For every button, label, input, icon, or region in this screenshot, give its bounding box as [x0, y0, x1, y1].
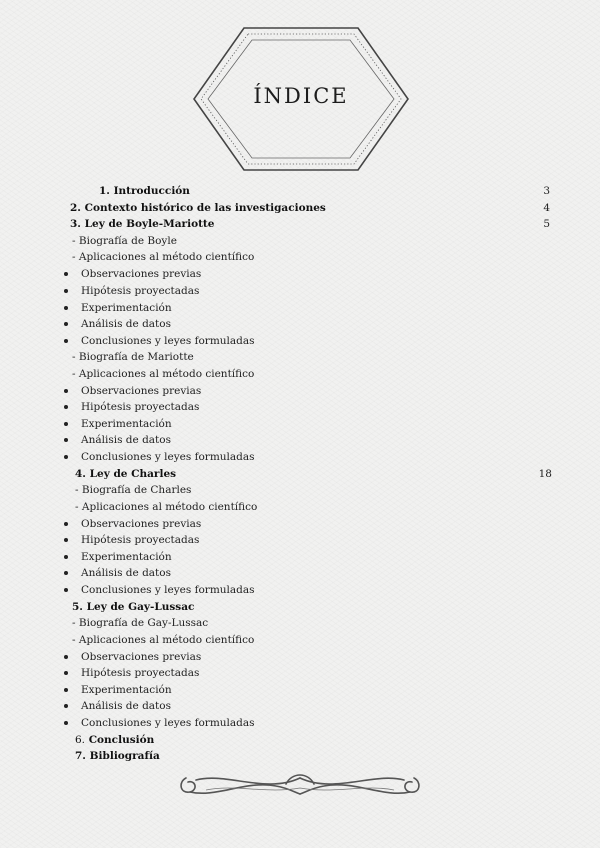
toc-entry-label: Ley de Gay-Lussac [86, 601, 195, 613]
toc-entry-number: 5. [72, 601, 83, 613]
toc-entry-label: Introducción [113, 185, 190, 197]
bullet-icon [64, 522, 68, 526]
bullet-icon [64, 389, 68, 393]
toc-entry-number: 7. [75, 750, 86, 762]
page-title: ÍNDICE [253, 84, 349, 108]
toc-list-item[interactable]: Conclusiones y leyes formuladas [81, 335, 255, 347]
toc-list-item[interactable]: Análisis de datos [81, 567, 171, 579]
bullet-icon [64, 322, 68, 326]
toc-subentry[interactable]: - Biografía de Mariotte [72, 351, 194, 363]
toc-list-item[interactable]: Experimentación [81, 418, 172, 430]
bullet-icon [64, 671, 68, 675]
bullet-icon [64, 455, 68, 459]
bullet-icon [64, 272, 68, 276]
flourish-divider-icon [176, 768, 424, 802]
toc-list-item[interactable]: Hipótesis proyectadas [81, 401, 200, 413]
toc-entry-bibliografia[interactable] [75, 748, 160, 764]
toc-list-item[interactable]: Conclusiones y leyes formuladas [81, 451, 255, 463]
toc-list-item[interactable]: Observaciones previas [81, 518, 202, 530]
toc-list-item[interactable]: Análisis de datos [81, 318, 171, 330]
bullet-icon [64, 555, 68, 559]
toc-entry-label: Contexto histórico de las investigaciones [84, 202, 326, 214]
toc-list-item[interactable]: Hipótesis proyectadas [81, 285, 200, 297]
toc-subentry[interactable]: - Biografía de Boyle [72, 235, 177, 247]
bullet-icon [64, 289, 68, 293]
bullet-icon [64, 405, 68, 409]
toc-list-item[interactable]: Conclusiones y leyes formuladas [81, 717, 255, 729]
toc-subentry[interactable]: - Aplicaciones al método científico [75, 501, 258, 513]
bullet-icon [64, 721, 68, 725]
toc-list-item[interactable]: Experimentación [81, 302, 172, 314]
toc-subentry[interactable]: - Aplicaciones al método científico [72, 368, 255, 380]
toc-entry-number: 1. [99, 185, 110, 197]
bullet-icon [64, 655, 68, 659]
bullet-icon [64, 571, 68, 575]
toc-entry-number: 6. [75, 734, 86, 746]
toc-entry-gay-lussac[interactable] [72, 599, 194, 615]
toc-subentry[interactable]: - Biografía de Charles [75, 484, 192, 496]
toc-list-item[interactable]: Conclusiones y leyes formuladas [81, 584, 255, 596]
toc-subentry[interactable]: - Biografía de Gay-Lussac [72, 617, 209, 629]
toc-page-number: 5 [543, 218, 550, 230]
toc-subentry[interactable]: - Aplicaciones al método científico [72, 251, 255, 263]
toc-list-item[interactable]: Observaciones previas [81, 651, 202, 663]
toc-entry-charles[interactable] [75, 466, 176, 482]
toc-list-item[interactable]: Análisis de datos [81, 700, 171, 712]
toc-list-item[interactable]: Observaciones previas [81, 268, 202, 280]
toc-entry-label: Ley de Charles [89, 468, 177, 480]
bullet-icon [64, 422, 68, 426]
toc-entry-number: 4. [75, 468, 86, 480]
toc-list-item[interactable]: Hipótesis proyectadas [81, 534, 200, 546]
toc-page-number: 4 [543, 202, 550, 214]
bullet-icon [64, 438, 68, 442]
toc-entry-conclusion[interactable] [75, 732, 154, 748]
toc-entry-label: Bibliografía [89, 750, 160, 762]
toc-entry-boyle-mariotte[interactable] [70, 216, 214, 232]
bullet-icon [64, 588, 68, 592]
toc-list-item[interactable]: Análisis de datos [81, 434, 171, 446]
toc-entry-introduccion[interactable] [99, 183, 190, 199]
toc-entry-label: Conclusión [88, 734, 155, 746]
toc-subentry[interactable]: - Aplicaciones al método científico [72, 634, 255, 646]
toc-entry-label: Ley de Boyle-Mariotte [84, 218, 215, 230]
toc-list-item[interactable]: Hipótesis proyectadas [81, 667, 200, 679]
toc-entry-number: 2. [70, 202, 81, 214]
toc-list-item[interactable]: Experimentación [81, 551, 172, 563]
bullet-icon [64, 538, 68, 542]
toc-entry-number: 3. [70, 218, 81, 230]
bullet-icon [64, 339, 68, 343]
bullet-icon [64, 306, 68, 310]
toc-list-item[interactable]: Experimentación [81, 684, 172, 696]
bullet-icon [64, 704, 68, 708]
toc-page-number: 18 [538, 468, 552, 480]
toc-page-number: 3 [543, 185, 550, 197]
toc-list-item[interactable]: Observaciones previas [81, 385, 202, 397]
bullet-icon [64, 688, 68, 692]
toc-entry-contexto[interactable] [70, 200, 326, 216]
